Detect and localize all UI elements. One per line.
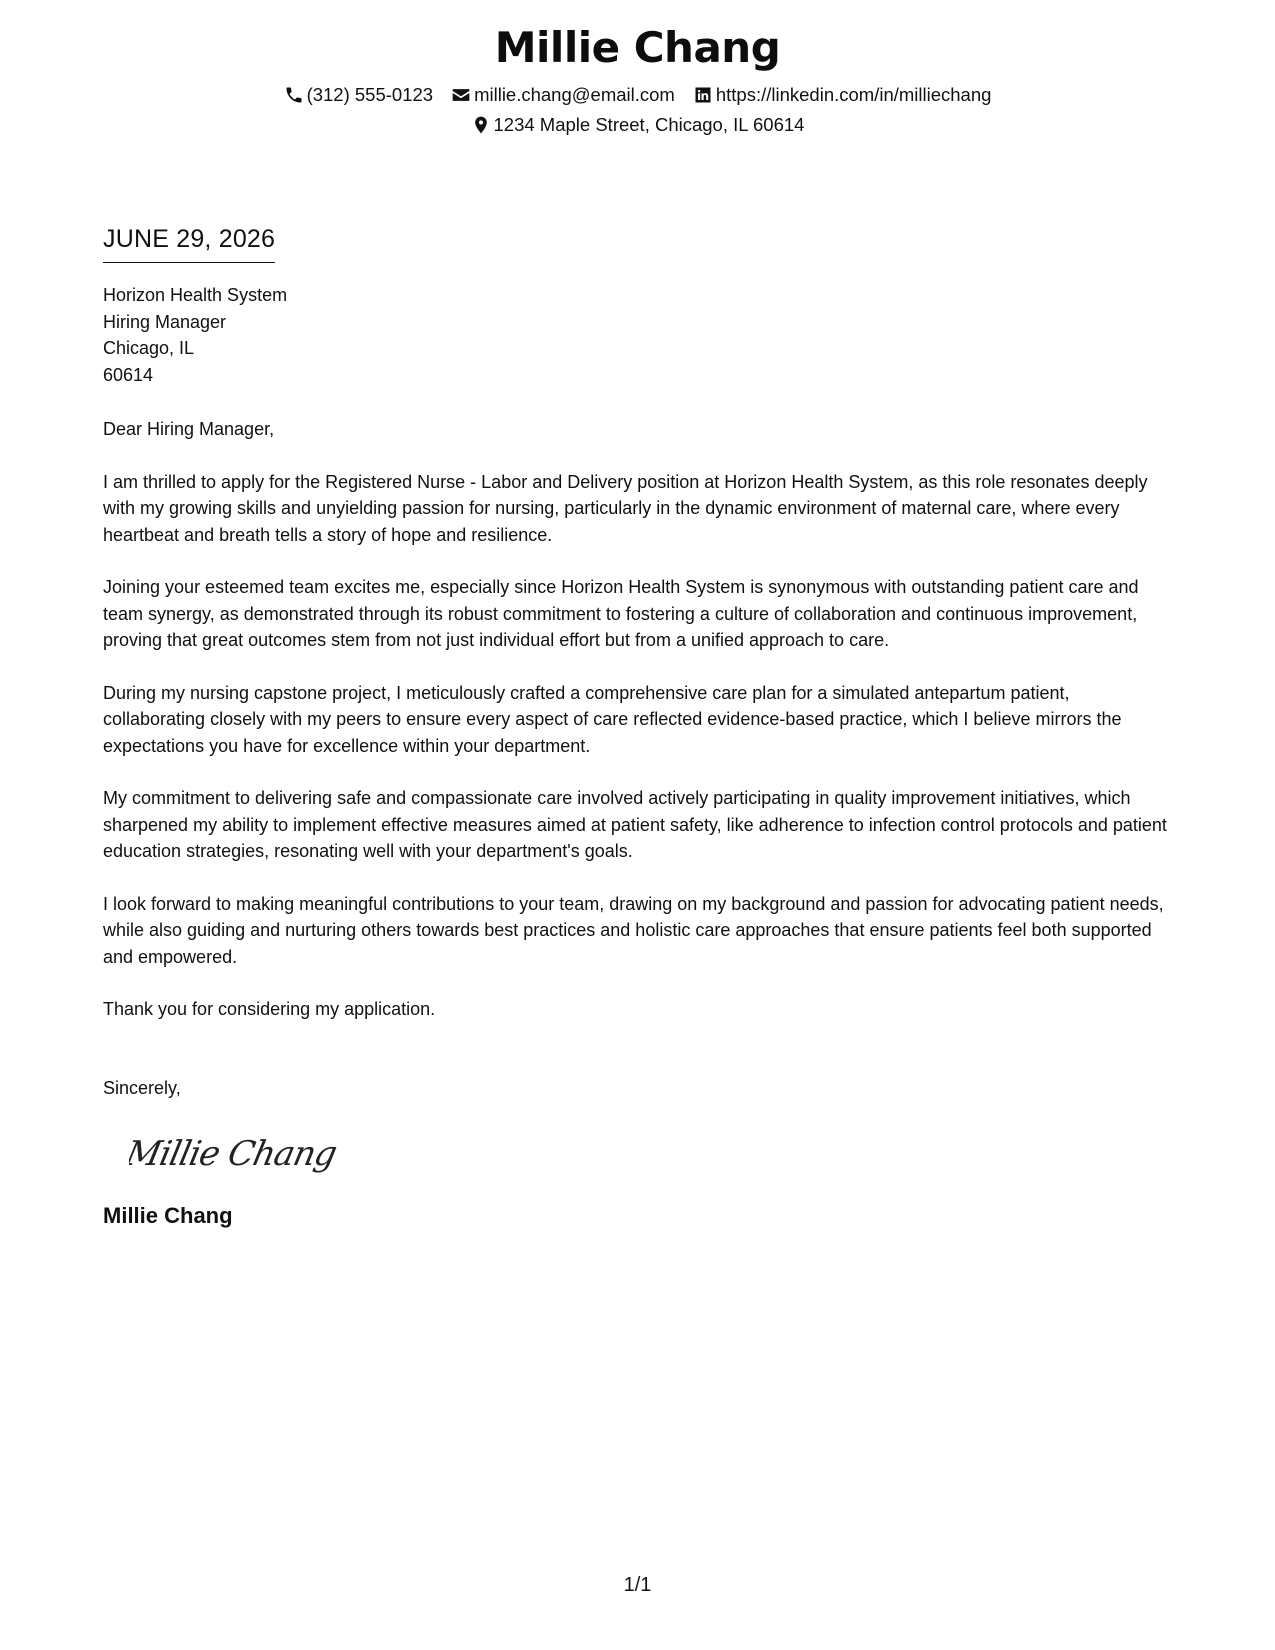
body-paragraph: Joining your esteemed team excites me, especially since Horizon Health System is synonymous with outstanding patient care and team synergy, as demonstrated through its robust commitment to fostering a culture of collaboration and continuous improvement, proving that great outcomes stem from not just individual effort but from a unified approach to care. (103, 577, 1139, 650)
recipient-title: Hiring Manager (103, 311, 227, 332)
phone-icon (284, 85, 304, 105)
linkedin-url: https://linkedin.com/in/milliechang (715, 84, 992, 105)
contact-phone (284, 80, 434, 110)
contact-address (471, 110, 805, 140)
recipient-zip: 60614 (103, 364, 154, 385)
closing-line: Thank you for considering my application. (103, 999, 436, 1019)
body-paragraph: I am thrilled to apply for the Registered Nurse - Labor and Delivery position at Horizon Health System, as this role resonates deeply with my growing skills and unyielding passion for nursing, particularly in the dynamic environment of maternal care, where every heartbeat and breath tells a story of hope and resilience. (103, 471, 1148, 545)
contact-linkedin (693, 80, 992, 110)
body-paragraph: I look forward to making meaningful contributions to your team, drawing on my background and passion for advocating patient needs, while also guiding and nurturing others towards best practices and holistic care approaches that ensure patients feel both supported and empowered. (103, 893, 1164, 967)
recipient-city-state: Chicago, IL (103, 338, 195, 358)
body-paragraph: My commitment to delivering safe and compassionate care involved actively participating in quality improvement initiatives, which sharpened my ability to implement effective measures aimed at patient safety, like adherence to infection control protocols and patient education strategies, resonating well with your department's goals. (103, 788, 1167, 861)
phone-number: (312) 555-0123 (306, 84, 434, 105)
letter-header (0, 20, 1275, 140)
svg-text:Millie Chang: Millie Chang (129, 1134, 340, 1174)
envelope-icon (451, 85, 471, 105)
signoff: Sincerely, (103, 1077, 181, 1098)
signer-name: Millie Chang (103, 1203, 233, 1228)
contact-email (451, 80, 675, 110)
applicant-name: Millie Chang (494, 23, 781, 72)
body-paragraph: During my nursing capstone project, I meticulously crafted a comprehensive care plan for a simulated antepartum patient, collaborating closely with my peers to ensure every aspect of care reflected evidence-based practice, which I believe mirrors the expectations you have for excellence within your department. (103, 682, 1122, 756)
address-row (0, 110, 1275, 140)
email-address: millie.chang@email.com (474, 84, 675, 105)
linkedin-icon (693, 85, 713, 105)
page-number: 1/1 (623, 1574, 652, 1596)
letter-body (103, 222, 1173, 1231)
letter-date: JUNE 29, 2026 (103, 222, 275, 263)
street-address: 1234 Maple Street, Chicago, IL 60614 (493, 114, 805, 135)
contact-row (0, 80, 1275, 110)
handwritten-signature (129, 1123, 359, 1183)
recipient-block (103, 282, 1173, 388)
salutation: Dear Hiring Manager, (103, 419, 275, 439)
map-pin-icon (471, 115, 491, 135)
recipient-company: Horizon Health System (103, 285, 288, 305)
